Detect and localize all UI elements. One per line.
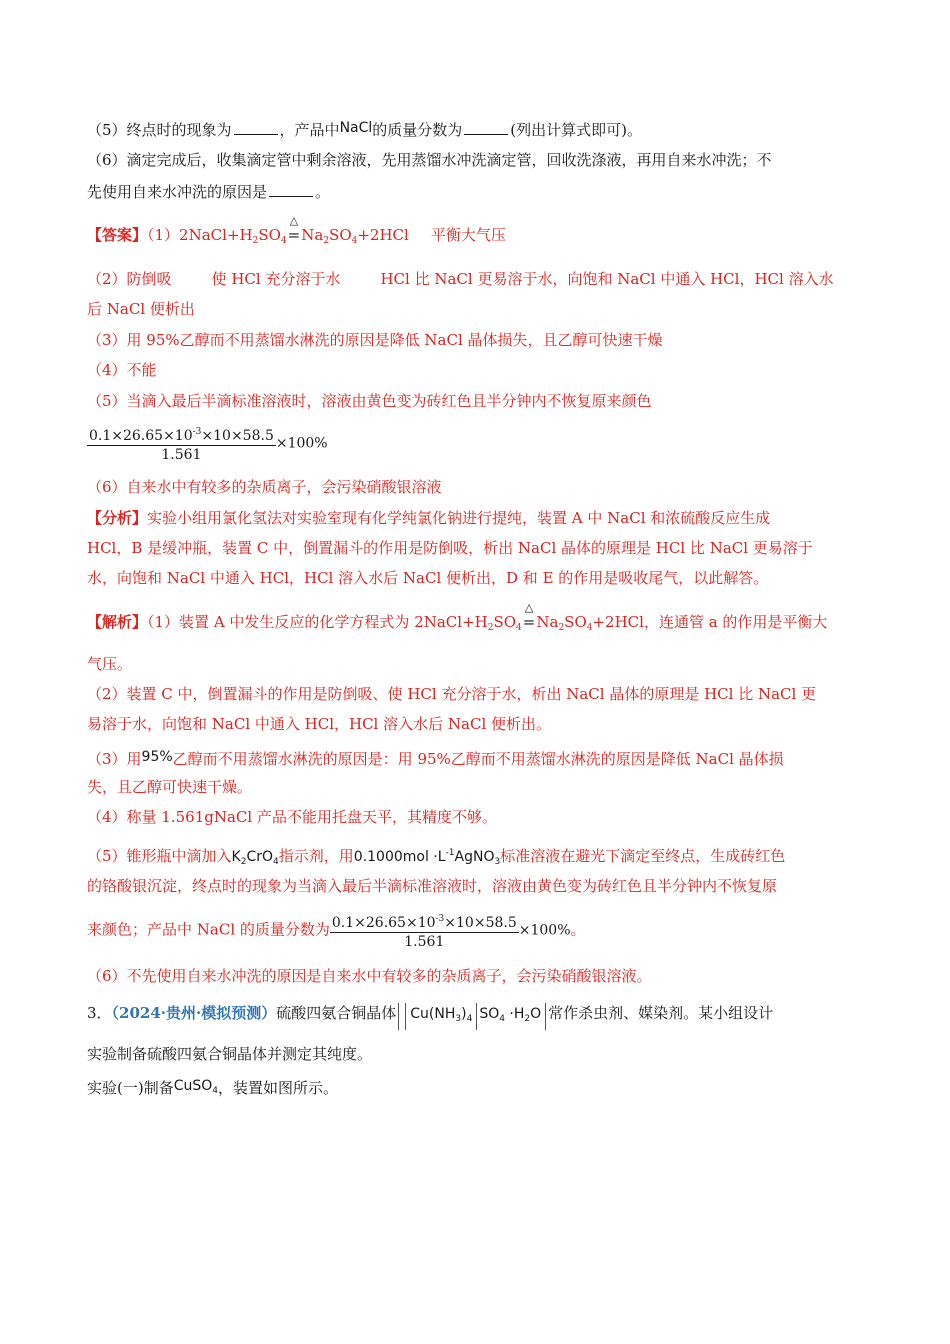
k2cro4-formula: $K_2CrO_4$ bbox=[231, 849, 279, 867]
question-3-line2: 实验制备硫酸四氨合铜晶体并测定其纯度。 bbox=[87, 1045, 373, 1063]
answer-2: （2）防倒吸 使 HCl 充分溶于水 HCl 比 NaCl 更易溶于水，向饱和 NaCl 中通入 HCl，HCl 溶入水 bbox=[87, 270, 834, 288]
answer-5-formula: $\frac{0.1\times 26.65\times 10^{-3}\times 10\times 58.5}{1.561}$ ×100% bbox=[87, 423, 867, 464]
explanation-tag: 【解析】 bbox=[87, 613, 148, 631]
cuso4-formula: CuSO$_4$ bbox=[173, 1078, 219, 1096]
explanation-3: （3）用95%乙醇而不用蒸馏水淋洗的原因是：用 95%乙醇而不用蒸馏水淋洗的原因是降低 NaCl 晶体损 bbox=[87, 749, 784, 768]
mass-fraction: $\frac{0.1\times 26.65\times 10^{-3}\times 10\times 58.5}{1.561}$ bbox=[331, 914, 517, 950]
explanation-6: （6）不先使用自来水冲洗的原因是自来水中有较多的杂质离子，会污染硝酸银溶液。 bbox=[87, 967, 652, 985]
answer-1: 【答案】$(1)2NaCl+H_2SO_4$ △ $=Na_2SO_4+2HCl$ 平衡大气压 bbox=[87, 224, 867, 252]
analysis-line3: 水，向饱和 NaCl 中通入 HCl，HCl 溶入水后 NaCl 便析出，D 和 E 的作用是吸收尾气，以此解答。 bbox=[87, 569, 769, 587]
answer-3: （3）用 95%乙醇而不用蒸馏水淋洗的原因是降低 NaCl 晶体损失，且乙醇可快速干燥 bbox=[87, 331, 663, 349]
question-6-line1: （6）滴定完成后，收集滴定管中剩余溶液，先用蒸馏水冲洗滴定管，回收洗涤液，再用自来水冲洗；不 bbox=[87, 151, 772, 169]
analysis-line1: 【分析】实验小组用氯化氢法对实验室现有化学纯氯化钠进行提纯，装置 A 中 NaCl 和浓硫酸反应生成 bbox=[87, 509, 771, 527]
answer-blank bbox=[269, 180, 313, 197]
explanation-2: （2）装置 C 中，倒置漏斗的作用是防倒吸、使 HCl 充分溶于水，析出 NaCl 晶体的原理是 HCl 比 NaCl 更 bbox=[87, 685, 817, 703]
explanation-3-cont: 失，且乙醇可快速干燥。 bbox=[87, 778, 253, 796]
nacl-formula: NaCl bbox=[339, 120, 373, 136]
heat-triangle-icon: △ bbox=[289, 214, 299, 227]
agno3-concentration: $0.1000mol \cdot L^{-1}AgNO_3$ bbox=[353, 848, 501, 867]
question-source: （2024·贵州·模拟预测） bbox=[111, 1004, 277, 1022]
question-3-line3: 实验(一)制备CuSO$_4$，装置如图所示。 bbox=[87, 1078, 339, 1097]
analysis-tag: 【分析】 bbox=[87, 509, 148, 527]
answer-6: （6）自来水中有较多的杂质离子，会污染硝酸银溶液 bbox=[87, 478, 442, 496]
heating-equals-sign: △ = bbox=[287, 224, 302, 246]
answer-4: （4）不能 bbox=[87, 361, 157, 379]
heat-triangle-icon: △ bbox=[524, 601, 534, 614]
analysis-line2: HCl，B 是缓冲瓶，装置 C 中，倒置漏斗的作用是防倒吸，析出 NaCl 晶体的原理是 HCl 比 NaCl 更易溶于 bbox=[87, 539, 813, 557]
explanation-2-cont: 易溶于水，向饱和 NaCl 中通入 HCl，HCl 溶入水后 NaCl 便析出。 bbox=[87, 715, 552, 733]
answer-blank bbox=[234, 118, 278, 135]
explanation-5-formula: 来颜色；产品中 NaCl 的质量分数为 $\frac{0.1\times 26.65\times 10^{-3}\times 10\times 58.5}{1.561}$ ×100%。 bbox=[87, 910, 867, 951]
explanation-4: （4）称量 1.561gNaCl 产品不能用托盘天平，其精度不够。 bbox=[87, 808, 497, 826]
explanation-1: 【解析】（1）装置 A 中发生反应的化学方程式为 $2NaCl+H_2SO_4$ △ $=Na_2SO_4+2HCl$，连通管 a 的作用是平衡大 bbox=[87, 611, 867, 639]
answer-2-cont: 后 NaCl 便析出 bbox=[87, 300, 195, 318]
answer-5: （5）当滴入最后半滴标准溶液时，溶液由黄色变为砖红色且半分钟内不恢复原来颜色 bbox=[87, 392, 652, 410]
mass-fraction: $\frac{0.1\times 26.65\times 10^{-3}\times 10\times 58.5}{1.561}$ bbox=[89, 427, 274, 463]
question-3: 3．（2024·贵州·模拟预测）硫酸四氨合铜晶体 $Cu(NH_3)_4$ $SO_4 \cdot H_2O$ 常作杀虫剂、媒染剂。某小组设计 bbox=[87, 1002, 867, 1030]
heating-equals-sign: △ = bbox=[522, 611, 537, 633]
explanation-5-cont: 的铬酸银沉淀，终点时的现象为当滴入最后半滴标准溶液时，溶液由黄色变为砖红色且半分钟内不恢复原 bbox=[87, 877, 778, 895]
answer-blank bbox=[464, 118, 508, 135]
explanation-5: （5）锥形瓶中滴加入$K_2CrO_4$指示剂，用$0.1000mol \cdot L^{-1}AgNO_3$标准溶液在避光下滴定至终点，生成砖红色 bbox=[87, 847, 786, 867]
answer-tag: 【答案】 bbox=[87, 226, 148, 244]
question-5: （5）终点时的现象为 ，产品中NaCl的质量分数为 (列出计算式即可)。 bbox=[87, 120, 643, 139]
copper-complex-formula: $Cu(NH_3)_4$ $SO_4 \cdot H_2O$ bbox=[398, 1003, 546, 1030]
explanation-1-cont: 气压。 bbox=[87, 655, 133, 673]
question-6-line2: 先使用自来水冲洗的原因是 。 bbox=[87, 180, 867, 203]
